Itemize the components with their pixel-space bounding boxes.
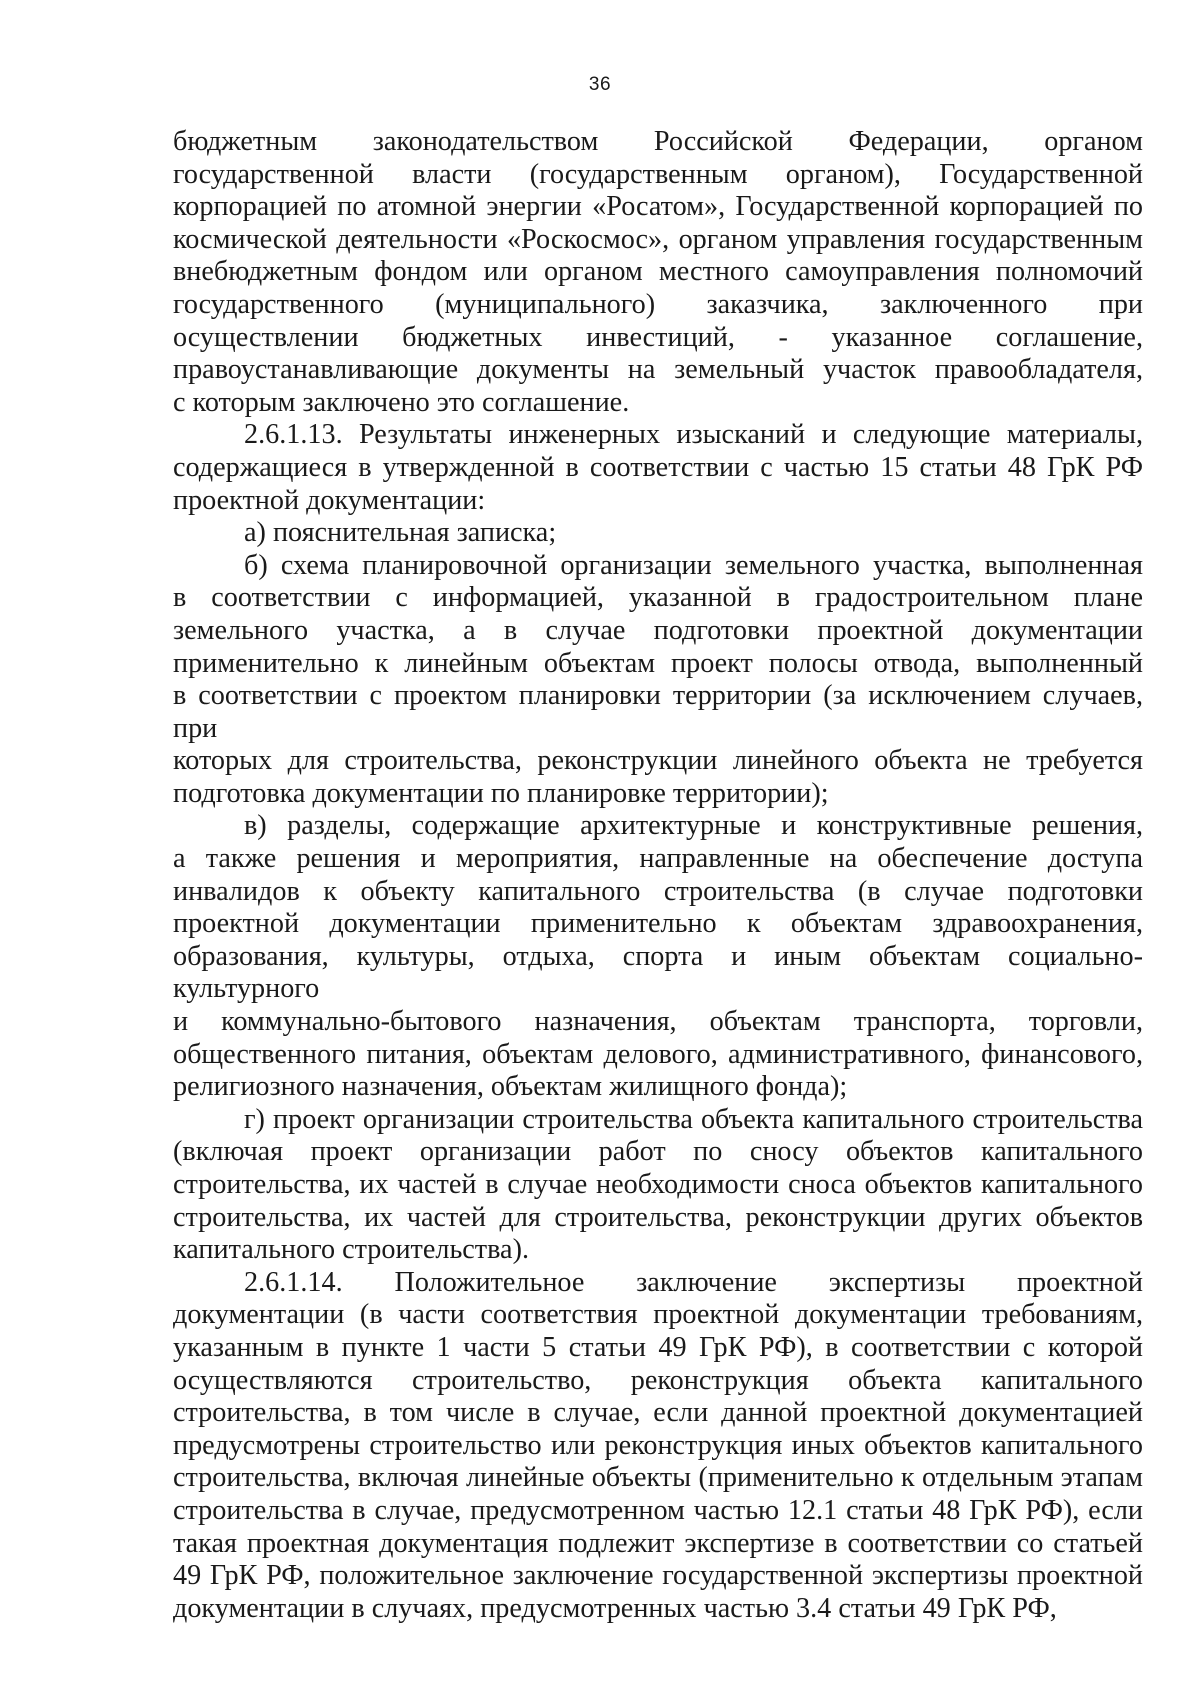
paragraph — [173, 1104, 1143, 1267]
text-line: проектной документации применительно к объектам здравоохранения, — [173, 908, 1143, 940]
text-line: б) схема планировочной организации земельного участка, выполненная — [244, 549, 1143, 581]
document-body — [173, 126, 1143, 1625]
text-line: государственной власти (государственным органом), Государственной — [173, 158, 1143, 190]
text-line: космической деятельности «Роскосмос», органом управления государственным — [173, 223, 1143, 255]
text-line: внебюджетным фондом или органом местного самоуправления полномочий — [173, 256, 1143, 288]
text-line: бюджетным законодательством Российской Федерации, органом — [173, 126, 1143, 157]
text-line: применительно к линейным объектам проект полосы отвода, выполненный — [173, 647, 1143, 679]
text-line: строительства, их частей для строительства, реконструкции других объектов — [173, 1201, 1143, 1233]
text-line: документации в случаях, предусмотренных частью 3.4 статьи 49 ГрК РФ, — [173, 1592, 1057, 1624]
text-line: предусмотрены строительство или реконструкция иных объектов капитального — [173, 1429, 1143, 1461]
text-line: такая проектная документация подлежит экспертизе в соответствии со статьей — [173, 1527, 1143, 1559]
text-line: 2.6.1.14. Положительное заключение экспертизы проектной — [244, 1266, 1143, 1298]
paragraph — [173, 126, 1143, 419]
text-line: содержащиеся в утвержденной в соответствии с частью 15 статьи 48 ГрК РФ — [173, 451, 1143, 483]
text-line: осуществлении бюджетных инвестиций, - указанное соглашение, — [173, 321, 1143, 353]
text-line: в соответствии с проектом планировки территории (за исключением случаев, при — [173, 680, 1143, 744]
text-line: документации (в части соответствия проектной документации требованиям, — [173, 1299, 1143, 1331]
text-line: капитального строительства). — [173, 1234, 530, 1266]
text-line: с которым заключено это соглашение. — [173, 386, 630, 418]
paragraph — [173, 419, 1143, 517]
text-line: 2.6.1.13. Результаты инженерных изысканий и следующие материалы, — [244, 419, 1143, 451]
text-line: которых для строительства, реконструкции линейного объекта не требуется — [173, 745, 1143, 777]
text-line: и коммунально-бытового назначения, объектам транспорта, торговли, — [173, 1006, 1143, 1038]
text-line: общественного питания, объектам делового, административного, финансового, — [173, 1038, 1143, 1070]
text-line: религиозного назначения, объектам жилищного фонда); — [173, 1071, 848, 1103]
text-line: подготовка документации по планировке территории); — [173, 777, 829, 809]
text-line: в соответствии с информацией, указанной в градостроительном плане — [173, 582, 1143, 614]
text-line: образования, культуры, отдыха, спорта и иным объектам социально-культурного — [173, 940, 1143, 1005]
text-line: а) пояснительная записка; — [244, 517, 557, 549]
paragraph — [173, 550, 1143, 811]
text-line: инвалидов к объекту капитального строительства (в случае подготовки — [173, 875, 1143, 907]
text-line: строительства, в том числе в случае, если данной проектной документацией — [173, 1397, 1143, 1429]
text-line: в) разделы, содержащие архитектурные и конструктивные решения, — [244, 810, 1143, 842]
text-line: строительства, их частей в случае необходимости сноса объектов капитального — [173, 1169, 1143, 1200]
text-line: строительства в случае, предусмотренном частью 12.1 статьи 48 ГрК РФ), если — [173, 1494, 1143, 1526]
text-line: земельного участка, а в случае подготовки проектной документации — [173, 614, 1143, 646]
text-line: проектной документации: — [173, 484, 486, 516]
page-number: 36 — [588, 74, 612, 95]
text-line: г) проект организации строительства объекта капитального строительства — [244, 1103, 1143, 1135]
text-line: корпорацией по атомной энергии «Росатом», Государственной корпорацией по — [173, 191, 1143, 223]
text-line: государственного (муниципального) заказчика, заключенного при — [173, 288, 1143, 320]
paragraph — [173, 1267, 1143, 1626]
paragraph — [173, 517, 1143, 550]
text-line: правоустанавливающие документы на земельный участок правообладателя, — [173, 354, 1143, 386]
text-line: (включая проект организации работ по сносу объектов капитального — [173, 1136, 1143, 1168]
text-line: осуществляются строительство, реконструкция объекта капитального — [173, 1364, 1143, 1396]
paragraph — [173, 810, 1143, 1103]
text-line: строительства, включая линейные объекты (применительно к отдельным этапам — [173, 1462, 1143, 1494]
text-line: а также решения и мероприятия, направленные на обеспечение доступа — [173, 843, 1143, 875]
text-line: указанным в пункте 1 части 5 статьи 49 ГрК РФ), в соответствии с которой — [173, 1331, 1143, 1363]
text-line: 49 ГрК РФ, положительное заключение государственной экспертизы проектной — [173, 1560, 1143, 1592]
